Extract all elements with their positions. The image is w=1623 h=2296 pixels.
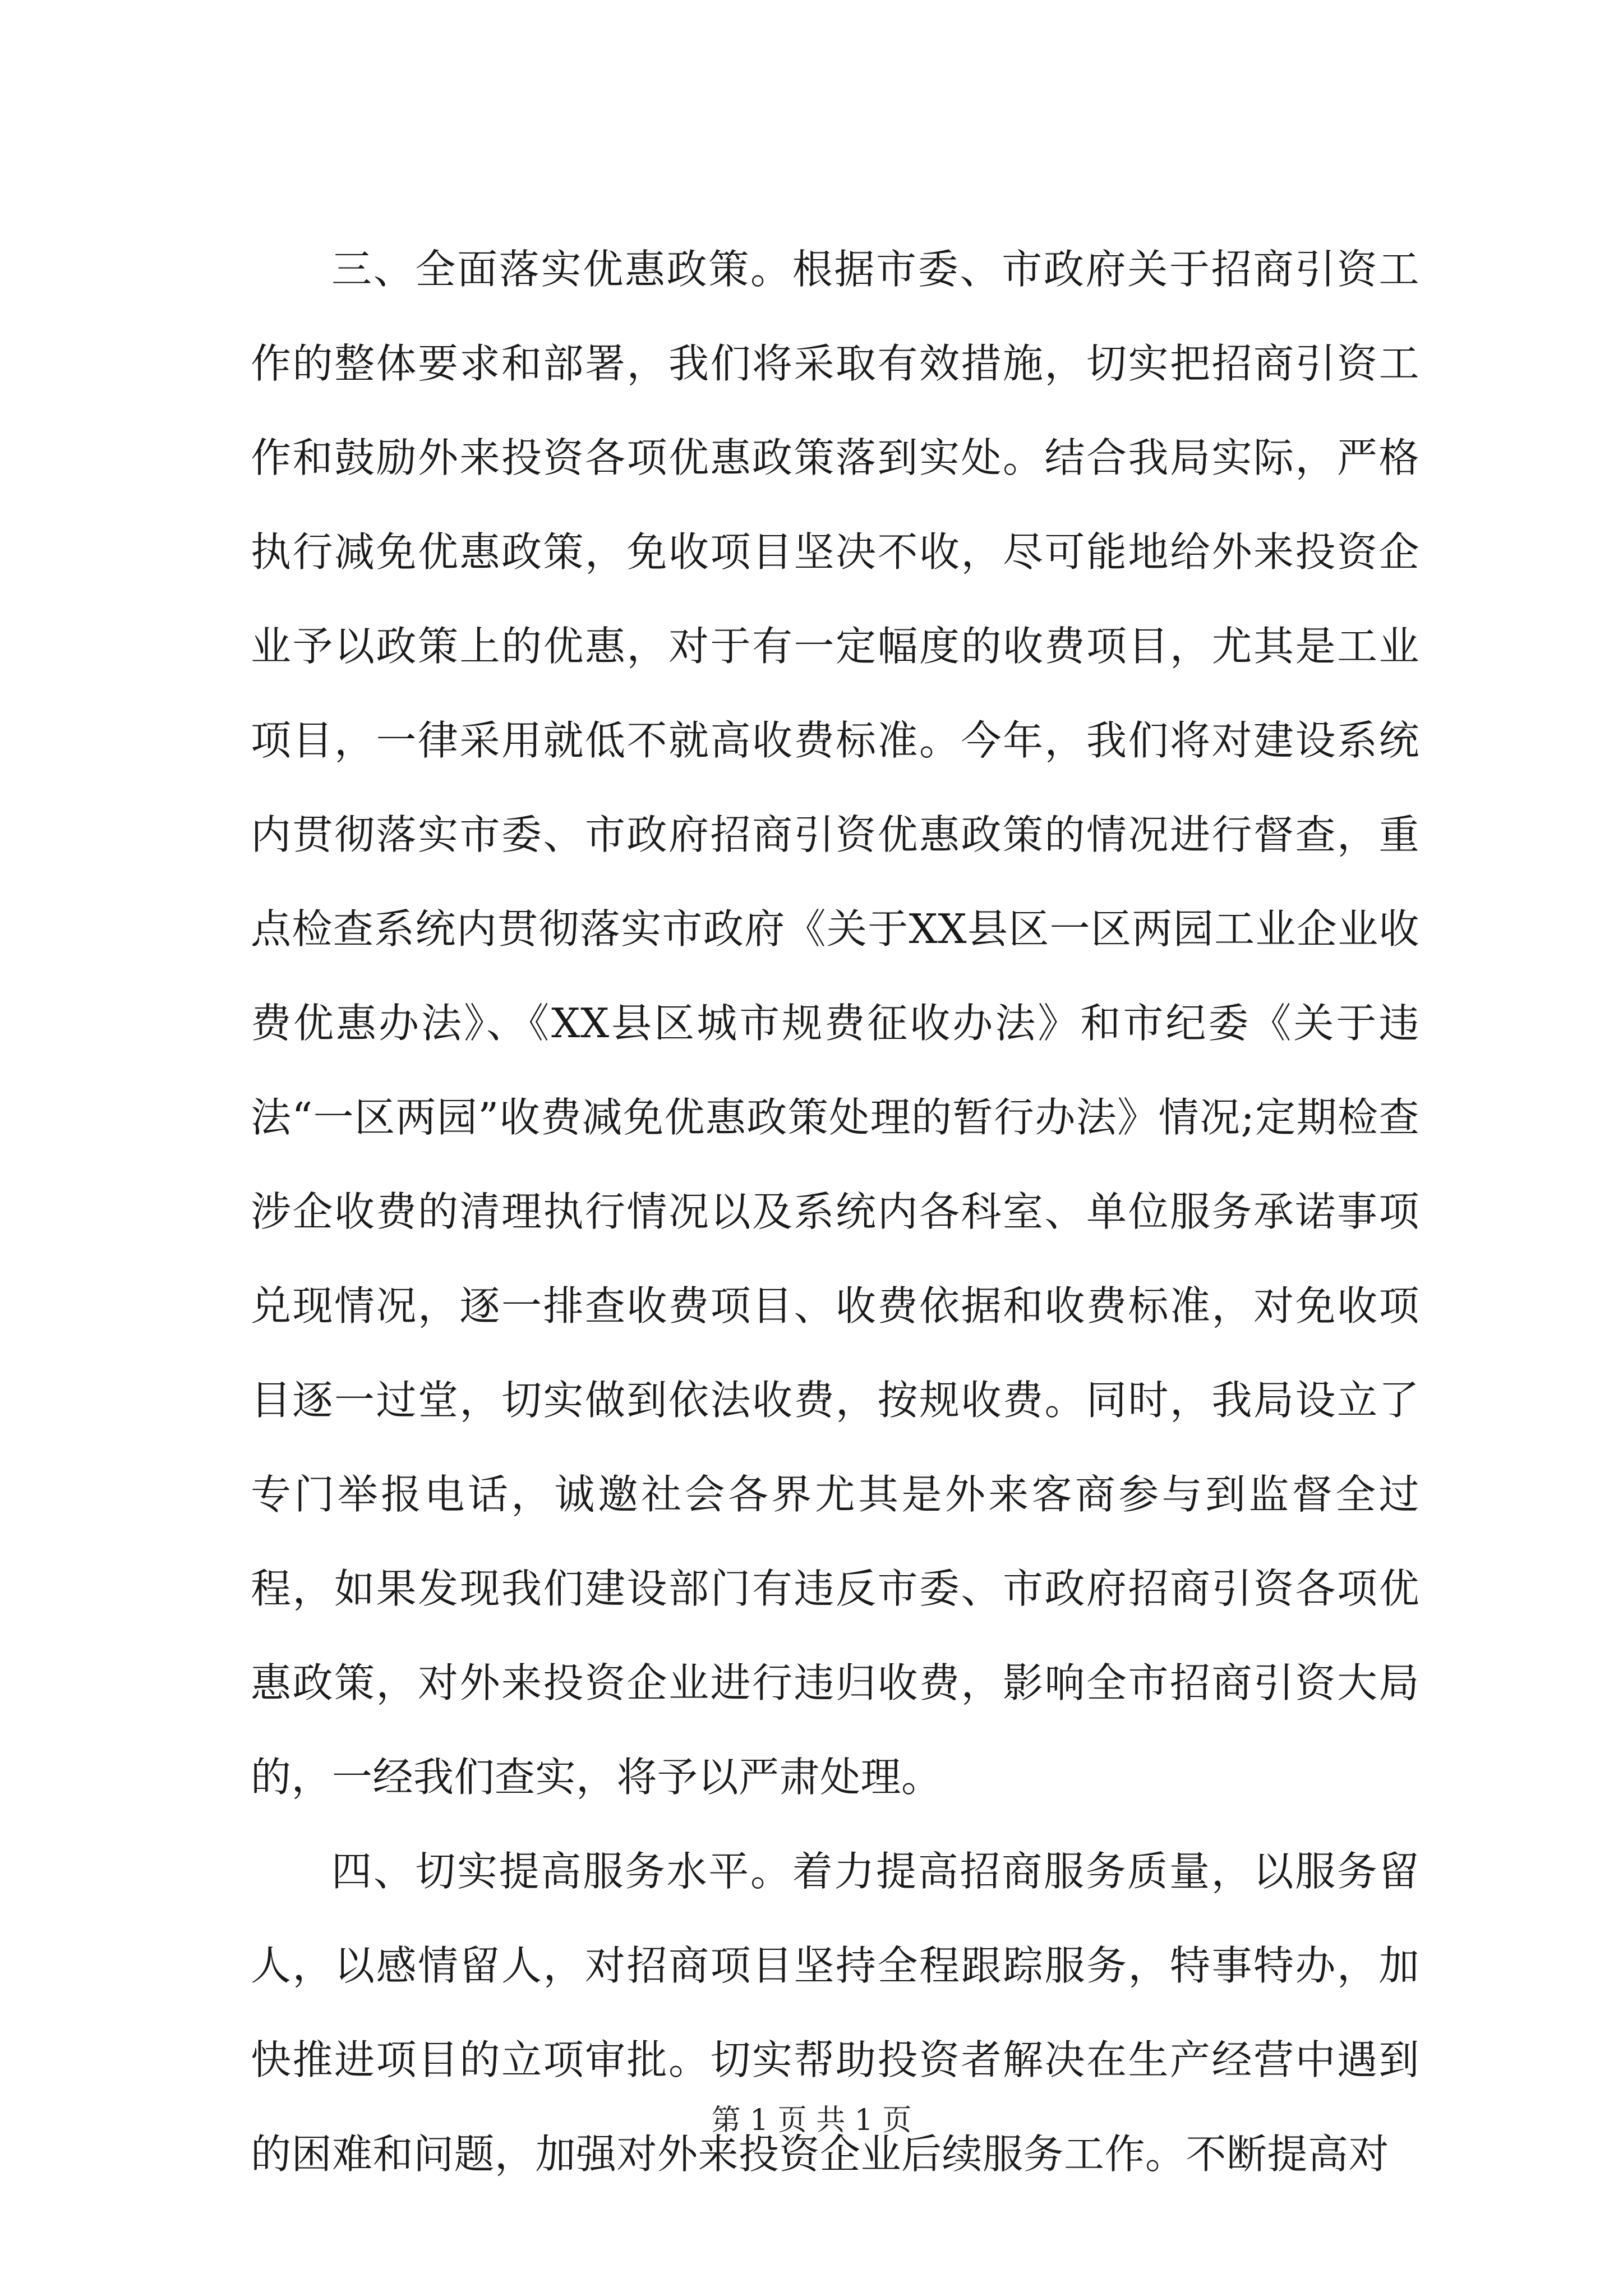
paragraph-service: 四、切实提高服务水平。着力提高招商服务质量，以服务留人，以感情留人，对招商项目坚持全程跟踪服务，特事特办，加快推进项目的立项审批。切实帮助投资者解决在生产经营中遇到的困难和问题，加强对外来投资企业后续服务工作。不断提高对 xyxy=(251,1848,1419,2178)
document-body xyxy=(251,222,1419,2201)
paragraph-policy: 三、全面落实优惠政策。根据市委、市政府关于招商引资工作的整体要求和部署，我们将采取有效措施，切实把招商引资工作和鼓励外来投资各项优惠政策落到实处。结合我局实际，严格执行减免优惠政策，免收项目坚决不收，尽可能地给外来投资企业予以政策上的优惠，对于有一定幅度的收费项目，尤其是工业项目，一律采用就低不就高收费标准。今年，我们将对建设系统内贯彻落实市委、市政府招商引资优惠政策的情况进行督查，重点检查系统内贯彻落实市政府《关于XX县区一区两园工业企业收费优惠办法》、《XX县区城市规费征收办法》和市纪委《关于违法“一区两园”收费减免优惠政策处理的暂行办法》情况;定期检查涉企收费的清理执行情况以及系统内各科室、单位服务承诺事项兑现情况，逐一排查收费项目、收费依据和收费标准，对免收项目逐一过堂，切实做到依法收费，按规收费。同时，我局设立了专门举报电话，诚邀社会各界尤其是外来客商参与到监督全过程，如果发现我们建设部门有违反市委、市政府招商引资各项优惠政策，对外来投资企业进行违归收费，影响全市招商引资大局的，一经我们查实，将予以严肃处理。 xyxy=(251,246,1419,1801)
page-footer: 第 1 页 共 1 页 xyxy=(711,2104,912,2137)
